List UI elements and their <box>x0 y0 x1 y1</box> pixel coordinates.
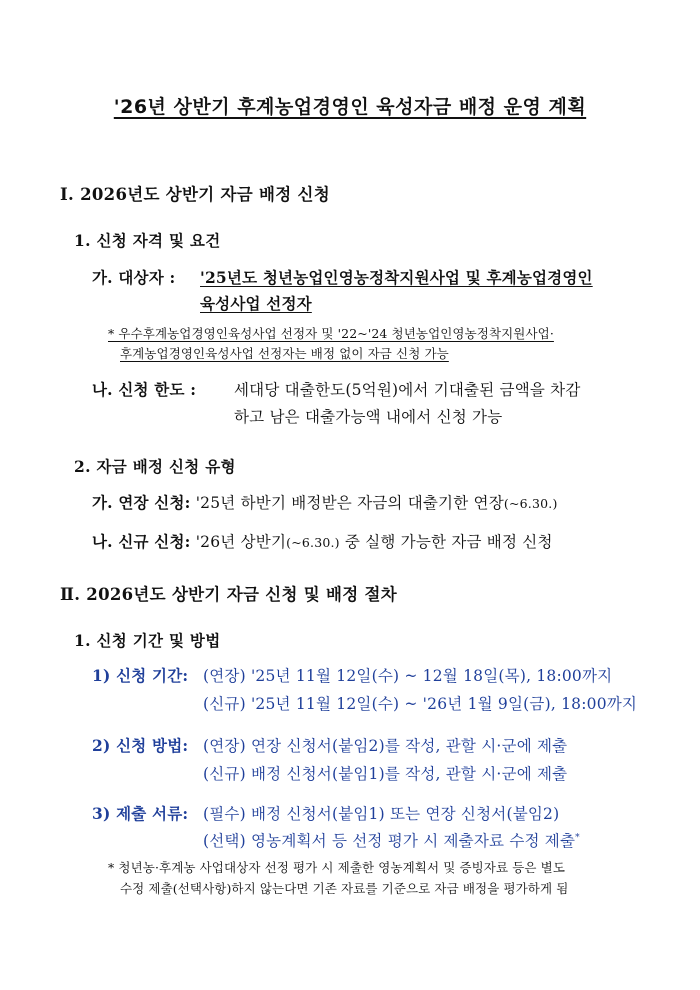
new-text-b: 중 실행 가능한 자금 배정 신청 <box>344 533 553 551</box>
extension-deadline: (~6.30.) <box>503 496 558 511</box>
target-label: 가. 대상자 : <box>92 268 176 287</box>
new-label: 나. 신규 신청: <box>92 532 191 551</box>
section-2-heading: Ⅱ. 2026년도 상반기 자금 신청 및 배정 절차 <box>60 585 398 604</box>
target-text-line2: 육성사업 선정자 <box>200 294 312 313</box>
period-line1: (연장) '25년 11월 12일(수) ~ 12월 18일(목), 18:00까지 <box>203 667 613 685</box>
method-line1: (연장) 연장 신청서(붙임2)를 작성, 관할 시·군에 제출 <box>203 737 568 755</box>
new-text-a: '26년 상반기 <box>195 533 287 551</box>
eligibility-note-line2: 후계농업경영인육성사업 선정자는 배정 없이 자금 신청 가능 <box>120 346 449 361</box>
limit-label: 나. 신청 한도 : <box>92 380 197 399</box>
eligibility-note-line1: * 우수후계농업경영인육성사업 선정자 및 '22~'24 청년농업인영농정착지원사업· <box>108 326 554 341</box>
method-line2: (신규) 배정 신청서(붙임1)를 작성, 관할 시·군에 제출 <box>203 765 568 783</box>
extension-text: '25년 하반기 배정받은 자금의 대출기한 연장 <box>195 494 504 512</box>
documents-note-line2: 수정 제출(선택사항)하지 않는다면 기존 자료를 기준으로 자금 배정을 평가하게 됨 <box>120 881 569 896</box>
method-label: 2) 신청 방법: <box>92 736 189 755</box>
limit-text-line2: 하고 남은 대출가능액 내에서 신청 가능 <box>234 408 503 426</box>
extension-label: 가. 연장 신청: <box>92 493 191 512</box>
documents-line1: (필수) 배정 신청서(붙임1) 또는 연장 신청서(붙임2) <box>203 805 560 823</box>
subsection-1-2-heading: 2. 자금 배정 신청 유형 <box>74 457 236 476</box>
section-1-heading: Ⅰ. 2026년도 상반기 자금 배정 신청 <box>60 185 331 204</box>
new-deadline: (~6.30.) <box>286 535 340 550</box>
documents-line2: (선택) 영농계획서 등 선정 평가 시 제출자료 수정 제출* <box>203 832 580 850</box>
limit-text-line1: 세대당 대출한도(5억원)에서 기대출된 금액을 차감 <box>234 381 581 399</box>
subsection-2-1-heading: 1. 신청 기간 및 방법 <box>74 631 221 650</box>
subsection-1-1-heading: 1. 신청 자격 및 요건 <box>74 231 221 250</box>
footnote-marker: * <box>575 832 580 843</box>
period-line2: (신규) '25년 11월 12일(수) ~ '26년 1월 9일(금), 18:00까지 <box>203 695 638 713</box>
target-text-line1: '25년도 청년농업인영농정착지원사업 및 후계농업경영인 <box>200 268 593 287</box>
new-application-row <box>92 530 553 552</box>
documents-label: 3) 제출 서류: <box>92 804 189 823</box>
page-title: '26년 상반기 후계농업경영인 육성자금 배정 운영 계획 <box>113 96 587 118</box>
period-label: 1) 신청 기간: <box>92 666 189 685</box>
documents-note-line1: * 청년농·후계농 사업대상자 선정 평가 시 제출한 영농계획서 및 증빙자료 등은 별도 <box>108 860 566 875</box>
extension-application-row <box>92 491 558 513</box>
